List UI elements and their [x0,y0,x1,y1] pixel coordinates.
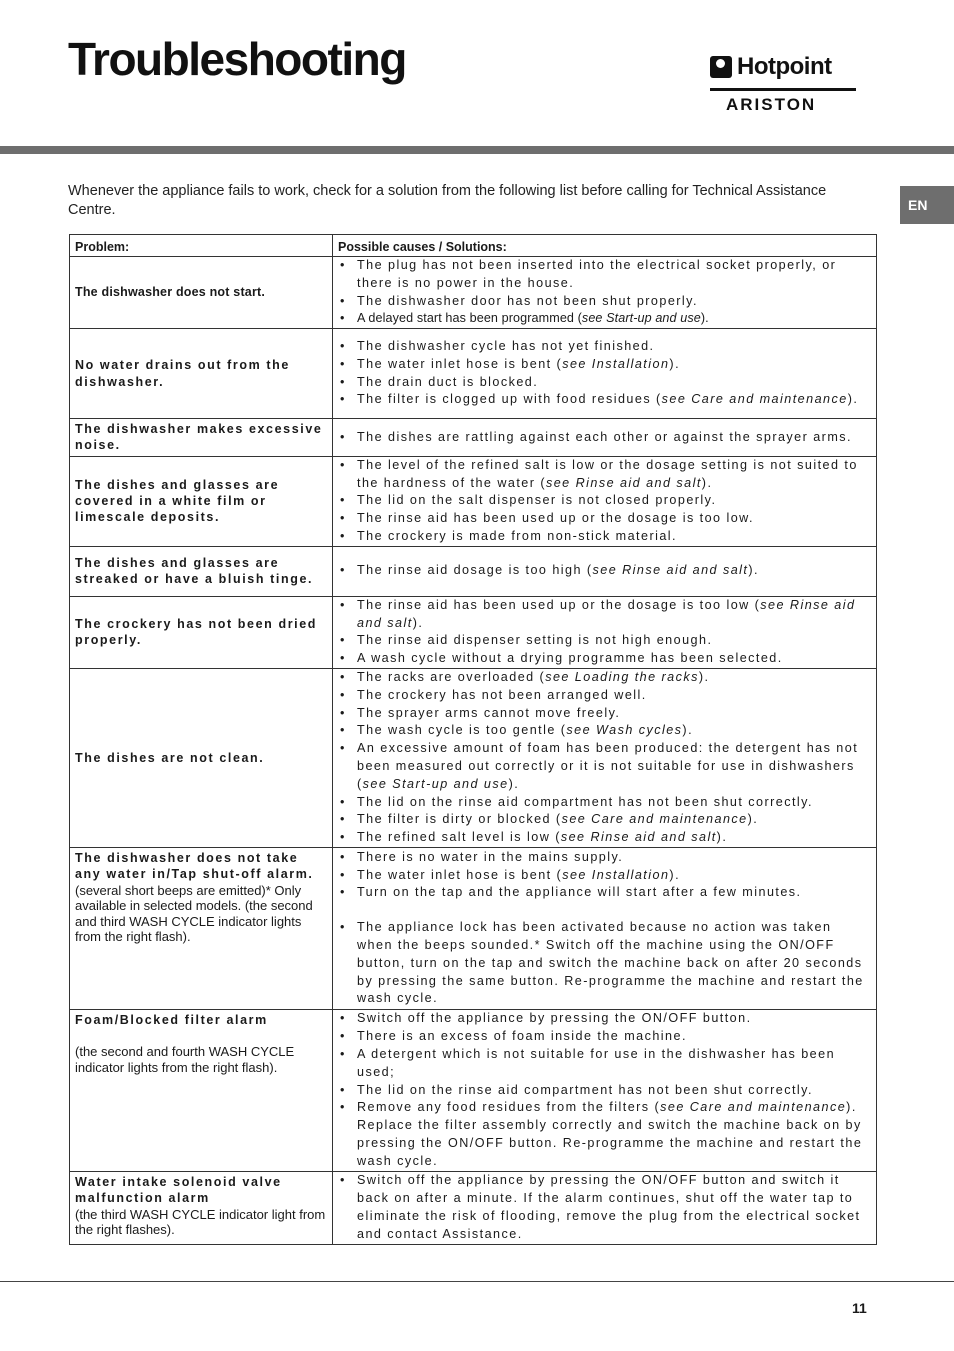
table-row [70,456,877,546]
solution-item [338,1172,871,1243]
solutions-list [338,849,871,1008]
solution-item [338,510,871,528]
problem-note: (several short beeps are emitted)* Only available in selected models. (the second and third WASH CYCLE indicator lights from the right flash). [75,882,313,945]
solution-text: The rinse aid dispenser setting is not high enough. [357,633,713,648]
solution-text: The drain duct is blocked. [357,374,539,389]
logo-rule [710,88,856,91]
solution-reference: see Installation [562,356,670,371]
table-header-row [70,235,877,257]
solution-text: The crockery has not been arranged well. [357,687,647,702]
page-number: 11 [852,1300,867,1316]
solution-text: A delayed start has been programmed ( [357,311,582,326]
table-row [70,668,877,847]
problem-cell [70,257,333,329]
solutions-list [338,457,871,546]
problem-cell [70,1171,333,1244]
solution-text: The level of the refined salt is low or the dosage setting is not suited to the hardness of the water ( [357,457,858,490]
solution-text: The sprayer arms cannot move freely. [357,705,621,720]
solution-reference: see Wash cycles [566,723,683,738]
solution-item [338,492,871,510]
solution-text: A detergent which is not suitable for use in the dishwasher has been used; [357,1046,836,1079]
solution-item [338,1082,871,1100]
solutions-cell [333,1171,877,1244]
solution-item [338,597,871,633]
table-row [70,1171,877,1244]
solution-text: A wash cycle without a drying programme has been selected. [357,651,783,666]
solution-text: An excessive amount of foam has been produced: the detergent has not been measured out correctly or it is not suitable for use in dishwashers ( [357,741,859,791]
solutions-cell [333,329,877,419]
solution-item [338,849,871,867]
hotpoint-ariston-logo [710,52,858,116]
solution-text: Remove any food residues from the filters ( [357,1100,661,1115]
solution-item [338,829,871,847]
problem-title: Foam/Blocked filter alarm [75,1012,268,1027]
header-solutions: Possible causes / Solutions: [333,235,877,257]
table-row [70,847,877,1009]
solution-item [338,722,871,740]
solution-item [338,1010,871,1028]
problem-cell [70,456,333,546]
table-row [70,329,877,419]
solution-item [338,1028,871,1046]
solution-text: The water inlet hose is bent ( [357,356,563,371]
problem-title: The dishes and glasses are streaked or have a bluish tinge. [75,555,314,587]
solution-text: The lid on the rinse aid compartment has not been shut correctly. [357,794,813,809]
page-title: Troubleshooting [68,33,406,85]
table-row [70,1009,877,1171]
solution-item [338,310,871,328]
solutions-list [338,669,871,847]
solution-text: There is no water in the mains supply. [357,849,624,864]
solution-text: Switch off the appliance by pressing the ON/OFF button. [357,1011,752,1026]
problem-title: The dishwasher makes excessive noise. [75,422,323,453]
solution-tail: ). [847,392,859,407]
problem-title: The dishes and glasses are covered in a white film or limescale deposits. [75,477,280,525]
problem-title: The dishwasher does not take any water in/Tap shut-off alarm. [75,850,314,882]
solutions-list [338,429,871,447]
solution-item [338,687,871,705]
problem-title: Water intake solenoid valve malfunction alarm [75,1174,282,1206]
solution-text: The rinse aid has been used up or the dosage is too low ( [357,597,761,612]
solution-tail: ). [698,669,710,684]
solution-item [338,705,871,723]
solution-text: The racks are overloaded ( [357,669,546,684]
solutions-list [338,1172,871,1243]
solution-reference: see Care and maintenance [561,812,748,827]
solution-reference: see Installation [562,867,670,882]
solution-tail: ). [669,356,681,371]
solution-text: The filter is clogged up with food residues ( [357,392,662,407]
solution-text: The filter is dirty or blocked ( [357,812,562,827]
solution-text: The rinse aid dosage is too high ( [357,563,593,578]
solution-tail: ). [412,615,424,630]
solutions-list [338,1010,871,1170]
problem-title: The dishwasher does not start. [75,285,266,300]
solution-text: Turn on the tap and the appliance will start after a few minutes. [357,885,802,900]
problem-title: No water drains out from the dishwasher. [75,358,290,389]
solution-tail: ). [701,475,713,490]
language-tab: EN [900,186,954,224]
solution-reference: see Care and maintenance [660,1100,847,1115]
table-row [70,596,877,668]
solution-tail: ). [669,867,681,882]
solution-text: The dishwasher cycle has not yet finished. [357,339,655,354]
solutions-cell [333,546,877,596]
solution-item [338,884,871,902]
problem-note: (the third WASH CYCLE indicator light from the right flashes). [75,1206,326,1238]
solution-tail: ). [747,812,759,827]
solution-item [338,374,871,392]
solution-text: The lid on the rinse aid compartment has not been shut correctly. [357,1082,813,1097]
solutions-cell [333,456,877,546]
logo-sub: ARISTON [726,95,817,114]
solution-reference: see Rinse aid and salt [357,597,856,630]
solution-reference: see Start-up and use [581,311,701,326]
solution-item [338,632,871,650]
hotpoint-logo-icon [710,56,732,78]
solution-text: The lid on the salt dispenser is not closed properly. [357,493,717,508]
solution-tail: ). [716,830,728,845]
solution-item [338,338,871,356]
solutions-cell [333,668,877,847]
solution-text: The wash cycle is too gentle ( [357,723,567,738]
solution-item [338,457,871,493]
solution-text: Switch off the appliance by pressing the ON/OFF button and switch it back on after a minute. If the alarm continues, shut off the water tap to eliminate the risk of flooding, remove the plug from the electrical socket and contact Assistance. [357,1173,861,1241]
solutions-cell [333,596,877,668]
problem-cell [70,596,333,668]
solution-text: The rinse aid has been used up or the dosage is too low. [357,511,754,526]
solutions-list [338,338,871,409]
solution-text: The appliance lock has been activated because no action was taken when the beeps sounded.* Switch off the machine using the ON/OFF button, turn on the tap and switch the machine back on after 20 seconds by pressing the same button. Re-programme the machine and restart the wash cycle. [357,920,864,1006]
solution-item [338,811,871,829]
solution-tail: ). [508,776,520,791]
problem-note: (the second and fourth WASH CYCLE indicator lights from the right flash). [75,1044,295,1075]
solution-item [338,794,871,812]
solution-reference: see Rinse aid and salt [560,830,717,845]
solution-text: There is an excess of foam inside the machine. [357,1029,687,1044]
solution-item [338,919,871,1008]
logo-brand: Hotpoint [737,53,832,80]
table-row [70,546,877,596]
solution-reference: see Rinse aid and salt [545,475,702,490]
solution-text: The dishwasher door has not been shut properly. [357,293,698,308]
solutions-list [338,257,871,328]
problem-cell [70,668,333,847]
solutions-cell [333,1009,877,1171]
solution-item [338,356,871,374]
header-problem: Problem: [70,235,333,257]
solution-text: The water inlet hose is bent ( [357,867,563,882]
solution-text: The dishes are rattling against each other or against the sprayer arms. [357,429,852,444]
intro-text: Whenever the appliance fails to work, check for a solution from the following list before calling for Technical Assistance Centre. [68,183,827,218]
solution-item [338,650,871,668]
solution-item [338,391,871,409]
problem-cell [70,419,333,457]
solution-item [338,867,871,885]
solution-item [338,429,871,447]
solution-text: The plug has not been inserted into the electrical socket properly, or there is no power in the house. [357,258,837,290]
solution-item [338,1099,871,1170]
solution-item [338,257,871,293]
solutions-cell [333,257,877,329]
solution-tail: ). [748,563,759,578]
solutions-list [338,597,871,668]
solution-tail: ). [682,723,694,738]
problem-title: The crockery has not been dried properly. [75,617,318,648]
footer-divider [0,1281,954,1282]
solution-item [338,669,871,687]
problem-cell [70,329,333,419]
table-row [70,419,877,457]
problem-title: The dishes are not clean. [75,750,265,765]
problem-cell [70,847,333,1009]
solution-item [338,562,871,580]
solutions-cell [333,847,877,1009]
solution-item [338,740,871,793]
header-divider-bar [0,146,954,154]
problem-cell [70,1009,333,1171]
solution-reference: see Loading the racks [545,669,699,684]
solution-text: The refined salt level is low ( [357,830,561,845]
solution-tail: ). [700,311,709,326]
solution-reference: see Care and maintenance [661,392,848,407]
table-body [70,257,877,1245]
table-row [70,257,877,329]
solution-item [338,528,871,546]
solution-item [338,293,871,311]
problem-cell [70,546,333,596]
solutions-list [338,562,871,580]
solution-reference: see Start-up and use [362,776,509,791]
solution-text: The crockery is made from non-stick material. [357,528,677,543]
solution-reference: see Rinse aid and salt [592,563,749,578]
troubleshooting-table [69,234,877,1245]
solutions-cell [333,419,877,457]
solution-tail: ). Replace the filter assembly correctly and switch the machine back on by pressing the ON/OFF button. Re-programme the machine and restart the wash cycle. [357,1100,863,1168]
solution-item [338,1046,871,1082]
